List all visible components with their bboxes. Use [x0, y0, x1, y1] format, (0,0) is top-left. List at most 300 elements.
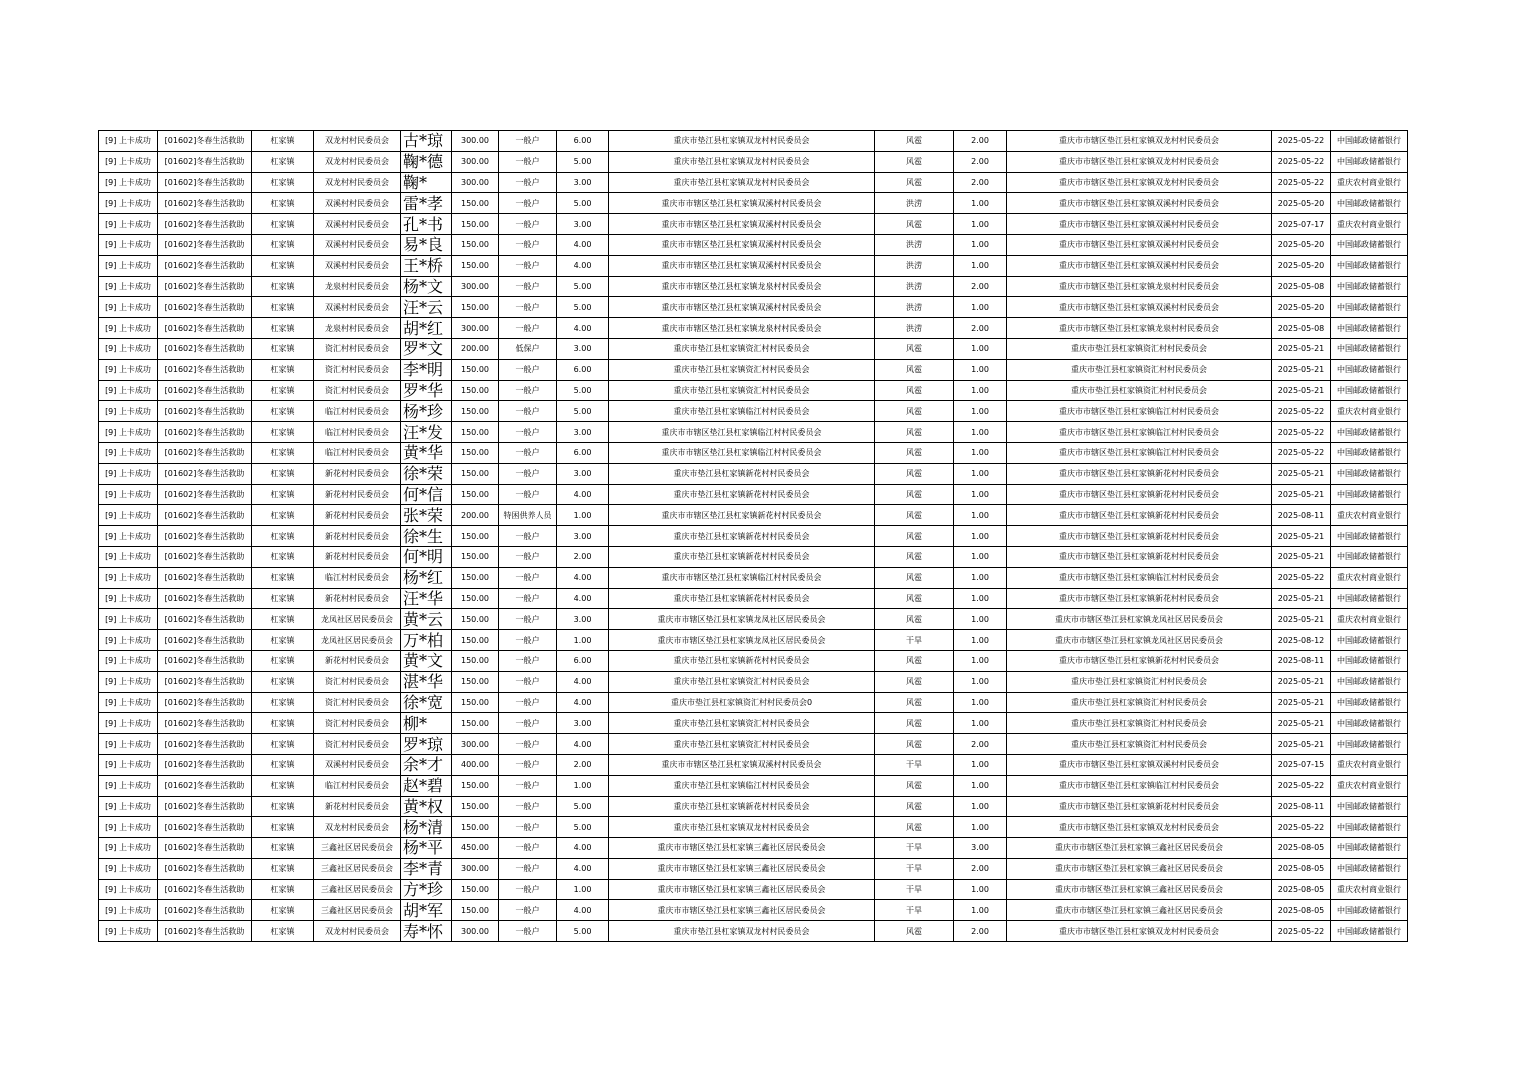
name-cell: 李*明 [401, 359, 452, 380]
household-type-cell: 一般户 [499, 255, 557, 276]
population-cell: 4.00 [557, 588, 609, 609]
status-cell: [9] 上卡成功 [99, 734, 158, 755]
disaster-type-cell: 风雹 [875, 359, 954, 380]
committee-cell: 资汇村村民委员会 [314, 734, 401, 755]
name-cell: 易*良 [401, 234, 452, 255]
status-cell: [9] 上卡成功 [99, 838, 158, 859]
population-cell: 5.00 [557, 921, 609, 942]
table-row [99, 817, 1408, 838]
bank-cell: 中国邮政储蓄银行 [1331, 650, 1408, 671]
program-cell: [01602]冬春生活救助 [158, 900, 252, 921]
disaster-type-cell: 风雹 [875, 151, 954, 172]
bank-cell: 中国邮政储蓄银行 [1331, 297, 1408, 318]
population-cell: 3.00 [557, 609, 609, 630]
relief-records-sheet [98, 130, 1408, 942]
relief-address-cell: 重庆市市辖区垫江县杠家镇临江村村民委员会 [1007, 422, 1272, 443]
count-cell: 2.00 [954, 858, 1007, 879]
date-cell: 2025-05-22 [1272, 921, 1331, 942]
committee-cell: 新花村村民委员会 [314, 588, 401, 609]
household-type-cell: 一般户 [499, 214, 557, 235]
household-type-cell: 一般户 [499, 858, 557, 879]
date-cell: 2025-05-22 [1272, 422, 1331, 443]
household-type-cell: 一般户 [499, 734, 557, 755]
amount-cell: 300.00 [452, 276, 499, 297]
committee-cell: 三鑫社区居民委员会 [314, 858, 401, 879]
population-cell: 6.00 [557, 442, 609, 463]
relief-address-cell: 重庆市市辖区垫江县杠家镇双溪村村民委员会 [1007, 255, 1272, 276]
committee-cell: 三鑫社区居民委员会 [314, 879, 401, 900]
disaster-type-cell: 风雹 [875, 380, 954, 401]
committee-cell: 新花村村民委员会 [314, 650, 401, 671]
address-cell: 重庆市垫江县杠家镇新花村村民委员会 [609, 546, 875, 567]
program-cell: [01602]冬春生活救助 [158, 318, 252, 339]
committee-cell: 双龙村村民委员会 [314, 131, 401, 152]
count-cell: 1.00 [954, 567, 1007, 588]
disaster-type-cell: 风雹 [875, 214, 954, 235]
name-cell: 黄*云 [401, 609, 452, 630]
bank-cell: 重庆农村商业银行 [1331, 609, 1408, 630]
address-cell: 重庆市市辖区垫江县杠家镇龙泉村村民委员会 [609, 318, 875, 339]
name-cell: 汪*华 [401, 588, 452, 609]
bank-cell: 中国邮政储蓄银行 [1331, 630, 1408, 651]
program-cell: [01602]冬春生活救助 [158, 713, 252, 734]
address-cell: 重庆市垫江县杠家镇新花村村民委员会 [609, 650, 875, 671]
table-row [99, 276, 1408, 297]
population-cell: 4.00 [557, 255, 609, 276]
status-cell: [9] 上卡成功 [99, 567, 158, 588]
household-type-cell: 一般户 [499, 692, 557, 713]
amount-cell: 300.00 [452, 151, 499, 172]
disaster-type-cell: 风雹 [875, 338, 954, 359]
amount-cell: 200.00 [452, 505, 499, 526]
name-cell: 方*珍 [401, 879, 452, 900]
table-row [99, 858, 1408, 879]
program-cell: [01602]冬春生活救助 [158, 380, 252, 401]
program-cell: [01602]冬春生活救助 [158, 214, 252, 235]
disaster-type-cell: 风雹 [875, 609, 954, 630]
relief-address-cell: 重庆市市辖区垫江县杠家镇新花村村民委员会 [1007, 796, 1272, 817]
program-cell: [01602]冬春生活救助 [158, 234, 252, 255]
name-cell: 余*才 [401, 754, 452, 775]
committee-cell: 双龙村村民委员会 [314, 921, 401, 942]
name-cell: 徐*生 [401, 526, 452, 547]
program-cell: [01602]冬春生活救助 [158, 567, 252, 588]
amount-cell: 150.00 [452, 255, 499, 276]
date-cell: 2025-05-20 [1272, 193, 1331, 214]
table-row [99, 900, 1408, 921]
name-cell: 雷*孝 [401, 193, 452, 214]
count-cell: 1.00 [954, 796, 1007, 817]
town-cell: 杠家镇 [252, 255, 314, 276]
household-type-cell: 一般户 [499, 172, 557, 193]
address-cell: 重庆市垫江县杠家镇临江村村民委员会 [609, 401, 875, 422]
table-row [99, 754, 1408, 775]
count-cell: 2.00 [954, 276, 1007, 297]
program-cell: [01602]冬春生活救助 [158, 609, 252, 630]
population-cell: 6.00 [557, 359, 609, 380]
committee-cell: 临江村村民委员会 [314, 442, 401, 463]
population-cell: 3.00 [557, 422, 609, 443]
amount-cell: 150.00 [452, 463, 499, 484]
date-cell: 2025-05-22 [1272, 172, 1331, 193]
table-row [99, 131, 1408, 152]
status-cell: [9] 上卡成功 [99, 671, 158, 692]
name-cell: 柳* [401, 713, 452, 734]
program-cell: [01602]冬春生活救助 [158, 775, 252, 796]
relief-address-cell: 重庆市市辖区垫江县杠家镇双溪村村民委员会 [1007, 297, 1272, 318]
amount-cell: 150.00 [452, 650, 499, 671]
date-cell: 2025-05-21 [1272, 463, 1331, 484]
program-cell: [01602]冬春生活救助 [158, 505, 252, 526]
table-row [99, 401, 1408, 422]
status-cell: [9] 上卡成功 [99, 442, 158, 463]
name-cell: 鞠* [401, 172, 452, 193]
committee-cell: 龙泉村村民委员会 [314, 276, 401, 297]
committee-cell: 新花村村民委员会 [314, 546, 401, 567]
amount-cell: 300.00 [452, 131, 499, 152]
table-row [99, 505, 1408, 526]
status-cell: [9] 上卡成功 [99, 214, 158, 235]
household-type-cell: 一般户 [499, 234, 557, 255]
bank-cell: 中国邮政储蓄银行 [1331, 796, 1408, 817]
disaster-type-cell: 风雹 [875, 775, 954, 796]
name-cell: 孔*书 [401, 214, 452, 235]
name-cell: 李*青 [401, 858, 452, 879]
date-cell: 2025-05-22 [1272, 151, 1331, 172]
count-cell: 1.00 [954, 359, 1007, 380]
committee-cell: 双溪村村民委员会 [314, 754, 401, 775]
committee-cell: 资汇村村民委员会 [314, 692, 401, 713]
disaster-type-cell: 洪涝 [875, 297, 954, 318]
town-cell: 杠家镇 [252, 546, 314, 567]
program-cell: [01602]冬春生活救助 [158, 879, 252, 900]
town-cell: 杠家镇 [252, 796, 314, 817]
bank-cell: 重庆农村商业银行 [1331, 775, 1408, 796]
date-cell: 2025-08-05 [1272, 900, 1331, 921]
date-cell: 2025-05-20 [1272, 297, 1331, 318]
relief-records-table [98, 130, 1408, 942]
date-cell: 2025-08-05 [1272, 879, 1331, 900]
amount-cell: 150.00 [452, 609, 499, 630]
town-cell: 杠家镇 [252, 318, 314, 339]
household-type-cell: 一般户 [499, 754, 557, 775]
relief-address-cell: 重庆市市辖区垫江县杠家镇新花村村民委员会 [1007, 484, 1272, 505]
relief-address-cell: 重庆市市辖区垫江县杠家镇三鑫社区居民委员会 [1007, 858, 1272, 879]
date-cell: 2025-05-21 [1272, 546, 1331, 567]
household-type-cell: 一般户 [499, 713, 557, 734]
address-cell: 重庆市垫江县杠家镇新花村村民委员会 [609, 526, 875, 547]
name-cell: 杨*文 [401, 276, 452, 297]
amount-cell: 150.00 [452, 588, 499, 609]
bank-cell: 中国邮政储蓄银行 [1331, 380, 1408, 401]
address-cell: 重庆市垫江县杠家镇资汇村村民委员会 [609, 734, 875, 755]
name-cell: 王*桥 [401, 255, 452, 276]
table-row [99, 422, 1408, 443]
date-cell: 2025-05-22 [1272, 442, 1331, 463]
status-cell: [9] 上卡成功 [99, 276, 158, 297]
population-cell: 3.00 [557, 713, 609, 734]
address-cell: 重庆市垫江县杠家镇临江村村民委员会 [609, 775, 875, 796]
committee-cell: 临江村村民委员会 [314, 422, 401, 443]
bank-cell: 中国邮政储蓄银行 [1331, 588, 1408, 609]
household-type-cell: 一般户 [499, 484, 557, 505]
household-type-cell: 一般户 [499, 775, 557, 796]
name-cell: 黄*文 [401, 650, 452, 671]
relief-address-cell: 重庆市市辖区垫江县杠家镇双龙村村民委员会 [1007, 151, 1272, 172]
table-row [99, 630, 1408, 651]
table-row [99, 734, 1408, 755]
disaster-type-cell: 风雹 [875, 172, 954, 193]
household-type-cell: 一般户 [499, 921, 557, 942]
relief-address-cell: 重庆市市辖区垫江县杠家镇临江村村民委员会 [1007, 442, 1272, 463]
disaster-type-cell: 风雹 [875, 692, 954, 713]
program-cell: [01602]冬春生活救助 [158, 442, 252, 463]
count-cell: 1.00 [954, 817, 1007, 838]
status-cell: [9] 上卡成功 [99, 422, 158, 443]
town-cell: 杠家镇 [252, 359, 314, 380]
status-cell: [9] 上卡成功 [99, 505, 158, 526]
relief-address-cell: 重庆市垫江县杠家镇资汇村村民委员会 [1007, 734, 1272, 755]
town-cell: 杠家镇 [252, 692, 314, 713]
count-cell: 1.00 [954, 650, 1007, 671]
household-type-cell: 一般户 [499, 131, 557, 152]
status-cell: [9] 上卡成功 [99, 692, 158, 713]
program-cell: [01602]冬春生活救助 [158, 546, 252, 567]
committee-cell: 三鑫社区居民委员会 [314, 838, 401, 859]
committee-cell: 双溪村村民委员会 [314, 214, 401, 235]
table-row [99, 463, 1408, 484]
town-cell: 杠家镇 [252, 297, 314, 318]
population-cell: 1.00 [557, 879, 609, 900]
relief-address-cell: 重庆市垫江县杠家镇资汇村村民委员会 [1007, 380, 1272, 401]
count-cell: 1.00 [954, 526, 1007, 547]
address-cell: 重庆市垫江县杠家镇新花村村民委员会 [609, 588, 875, 609]
committee-cell: 新花村村民委员会 [314, 526, 401, 547]
status-cell: [9] 上卡成功 [99, 526, 158, 547]
amount-cell: 150.00 [452, 234, 499, 255]
table-row [99, 838, 1408, 859]
disaster-type-cell: 风雹 [875, 401, 954, 422]
amount-cell: 150.00 [452, 422, 499, 443]
program-cell: [01602]冬春生活救助 [158, 796, 252, 817]
count-cell: 1.00 [954, 546, 1007, 567]
name-cell: 张*荣 [401, 505, 452, 526]
relief-address-cell: 重庆市市辖区垫江县杠家镇新花村村民委员会 [1007, 650, 1272, 671]
amount-cell: 300.00 [452, 921, 499, 942]
status-cell: [9] 上卡成功 [99, 546, 158, 567]
disaster-type-cell: 风雹 [875, 671, 954, 692]
program-cell: [01602]冬春生活救助 [158, 734, 252, 755]
relief-address-cell: 重庆市市辖区垫江县杠家镇双溪村村民委员会 [1007, 193, 1272, 214]
household-type-cell: 一般户 [499, 151, 557, 172]
relief-address-cell: 重庆市市辖区垫江县杠家镇双龙村村民委员会 [1007, 921, 1272, 942]
disaster-type-cell: 风雹 [875, 567, 954, 588]
relief-address-cell: 重庆市市辖区垫江县杠家镇龙凤社区居民委员会 [1007, 609, 1272, 630]
household-type-cell: 一般户 [499, 900, 557, 921]
address-cell: 重庆市垫江县杠家镇双龙村村民委员会 [609, 921, 875, 942]
count-cell: 1.00 [954, 900, 1007, 921]
household-type-cell: 一般户 [499, 879, 557, 900]
address-cell: 重庆市垫江县杠家镇新花村村民委员会 [609, 796, 875, 817]
status-cell: [9] 上卡成功 [99, 609, 158, 630]
town-cell: 杠家镇 [252, 276, 314, 297]
date-cell: 2025-05-20 [1272, 234, 1331, 255]
address-cell: 重庆市市辖区垫江县杠家镇双溪村村民委员会 [609, 214, 875, 235]
program-cell: [01602]冬春生活救助 [158, 422, 252, 443]
status-cell: [9] 上卡成功 [99, 401, 158, 422]
name-cell: 汪*云 [401, 297, 452, 318]
program-cell: [01602]冬春生活救助 [158, 858, 252, 879]
household-type-cell: 一般户 [499, 588, 557, 609]
relief-address-cell: 重庆市市辖区垫江县杠家镇新花村村民委员会 [1007, 505, 1272, 526]
population-cell: 4.00 [557, 734, 609, 755]
population-cell: 4.00 [557, 234, 609, 255]
bank-cell: 重庆农村商业银行 [1331, 401, 1408, 422]
disaster-type-cell: 风雹 [875, 588, 954, 609]
table-row [99, 442, 1408, 463]
status-cell: [9] 上卡成功 [99, 318, 158, 339]
town-cell: 杠家镇 [252, 442, 314, 463]
program-cell: [01602]冬春生活救助 [158, 297, 252, 318]
name-cell: 徐*荣 [401, 463, 452, 484]
population-cell: 5.00 [557, 796, 609, 817]
name-cell: 古*琼 [401, 131, 452, 152]
address-cell: 重庆市垫江县杠家镇资汇村村民委员会 [609, 713, 875, 734]
population-cell: 1.00 [557, 630, 609, 651]
program-cell: [01602]冬春生活救助 [158, 359, 252, 380]
disaster-type-cell: 风雹 [875, 131, 954, 152]
status-cell: [9] 上卡成功 [99, 297, 158, 318]
program-cell: [01602]冬春生活救助 [158, 588, 252, 609]
population-cell: 4.00 [557, 838, 609, 859]
disaster-type-cell: 风雹 [875, 546, 954, 567]
population-cell: 6.00 [557, 650, 609, 671]
date-cell: 2025-05-08 [1272, 276, 1331, 297]
town-cell: 杠家镇 [252, 858, 314, 879]
household-type-cell: 一般户 [499, 297, 557, 318]
table-row [99, 692, 1408, 713]
amount-cell: 150.00 [452, 380, 499, 401]
program-cell: [01602]冬春生活救助 [158, 131, 252, 152]
bank-cell: 中国邮政储蓄银行 [1331, 838, 1408, 859]
amount-cell: 300.00 [452, 858, 499, 879]
town-cell: 杠家镇 [252, 338, 314, 359]
population-cell: 5.00 [557, 193, 609, 214]
relief-address-cell: 重庆市市辖区垫江县杠家镇双龙村村民委员会 [1007, 172, 1272, 193]
table-row [99, 588, 1408, 609]
committee-cell: 双龙村村民委员会 [314, 172, 401, 193]
bank-cell: 重庆农村商业银行 [1331, 505, 1408, 526]
amount-cell: 150.00 [452, 796, 499, 817]
status-cell: [9] 上卡成功 [99, 858, 158, 879]
status-cell: [9] 上卡成功 [99, 234, 158, 255]
bank-cell: 重庆农村商业银行 [1331, 567, 1408, 588]
date-cell: 2025-05-08 [1272, 318, 1331, 339]
town-cell: 杠家镇 [252, 671, 314, 692]
name-cell: 鞠*德 [401, 151, 452, 172]
date-cell: 2025-07-17 [1272, 214, 1331, 235]
population-cell: 3.00 [557, 338, 609, 359]
date-cell: 2025-05-21 [1272, 609, 1331, 630]
address-cell: 重庆市市辖区垫江县杠家镇双溪村村民委员会 [609, 234, 875, 255]
town-cell: 杠家镇 [252, 838, 314, 859]
town-cell: 杠家镇 [252, 900, 314, 921]
household-type-cell: 一般户 [499, 796, 557, 817]
household-type-cell: 一般户 [499, 671, 557, 692]
town-cell: 杠家镇 [252, 401, 314, 422]
disaster-type-cell: 洪涝 [875, 255, 954, 276]
count-cell: 1.00 [954, 484, 1007, 505]
table-row [99, 255, 1408, 276]
address-cell: 重庆市垫江县杠家镇双龙村村民委员会 [609, 131, 875, 152]
address-cell: 重庆市垫江县杠家镇资汇村村民委员会 [609, 338, 875, 359]
table-row [99, 713, 1408, 734]
address-cell: 重庆市垫江县杠家镇资汇村村民委员会0 [609, 692, 875, 713]
bank-cell: 中国邮政储蓄银行 [1331, 484, 1408, 505]
name-cell: 杨*清 [401, 817, 452, 838]
bank-cell: 中国邮政储蓄银行 [1331, 359, 1408, 380]
amount-cell: 150.00 [452, 484, 499, 505]
table-row [99, 671, 1408, 692]
name-cell: 罗*文 [401, 338, 452, 359]
town-cell: 杠家镇 [252, 526, 314, 547]
date-cell: 2025-05-21 [1272, 671, 1331, 692]
bank-cell: 中国邮政储蓄银行 [1331, 671, 1408, 692]
household-type-cell: 一般户 [499, 380, 557, 401]
table-row [99, 172, 1408, 193]
name-cell: 胡*红 [401, 318, 452, 339]
table-row [99, 796, 1408, 817]
town-cell: 杠家镇 [252, 775, 314, 796]
program-cell: [01602]冬春生活救助 [158, 172, 252, 193]
amount-cell: 150.00 [452, 817, 499, 838]
town-cell: 杠家镇 [252, 463, 314, 484]
household-type-cell: 一般户 [499, 546, 557, 567]
name-cell: 寿*怀 [401, 921, 452, 942]
bank-cell: 中国邮政储蓄银行 [1331, 817, 1408, 838]
amount-cell: 150.00 [452, 692, 499, 713]
relief-address-cell: 重庆市市辖区垫江县杠家镇三鑫社区居民委员会 [1007, 900, 1272, 921]
population-cell: 5.00 [557, 297, 609, 318]
population-cell: 6.00 [557, 131, 609, 152]
relief-address-cell: 重庆市市辖区垫江县杠家镇临江村村民委员会 [1007, 775, 1272, 796]
name-cell: 徐*宽 [401, 692, 452, 713]
committee-cell: 新花村村民委员会 [314, 505, 401, 526]
town-cell: 杠家镇 [252, 754, 314, 775]
count-cell: 1.00 [954, 754, 1007, 775]
disaster-type-cell: 风雹 [875, 734, 954, 755]
table-row [99, 609, 1408, 630]
table-row [99, 234, 1408, 255]
amount-cell: 150.00 [452, 713, 499, 734]
program-cell: [01602]冬春生活救助 [158, 193, 252, 214]
count-cell: 1.00 [954, 671, 1007, 692]
bank-cell: 中国邮政储蓄银行 [1331, 713, 1408, 734]
bank-cell: 中国邮政储蓄银行 [1331, 255, 1408, 276]
household-type-cell: 特困供养人员 [499, 505, 557, 526]
disaster-type-cell: 洪涝 [875, 234, 954, 255]
address-cell: 重庆市市辖区垫江县杠家镇龙凤社区居民委员会 [609, 630, 875, 651]
address-cell: 重庆市市辖区垫江县杠家镇临江村村民委员会 [609, 567, 875, 588]
program-cell: [01602]冬春生活救助 [158, 255, 252, 276]
household-type-cell: 一般户 [499, 567, 557, 588]
town-cell: 杠家镇 [252, 817, 314, 838]
date-cell: 2025-07-15 [1272, 754, 1331, 775]
committee-cell: 临江村村民委员会 [314, 567, 401, 588]
household-type-cell: 一般户 [499, 526, 557, 547]
name-cell: 杨*平 [401, 838, 452, 859]
town-cell: 杠家镇 [252, 734, 314, 755]
